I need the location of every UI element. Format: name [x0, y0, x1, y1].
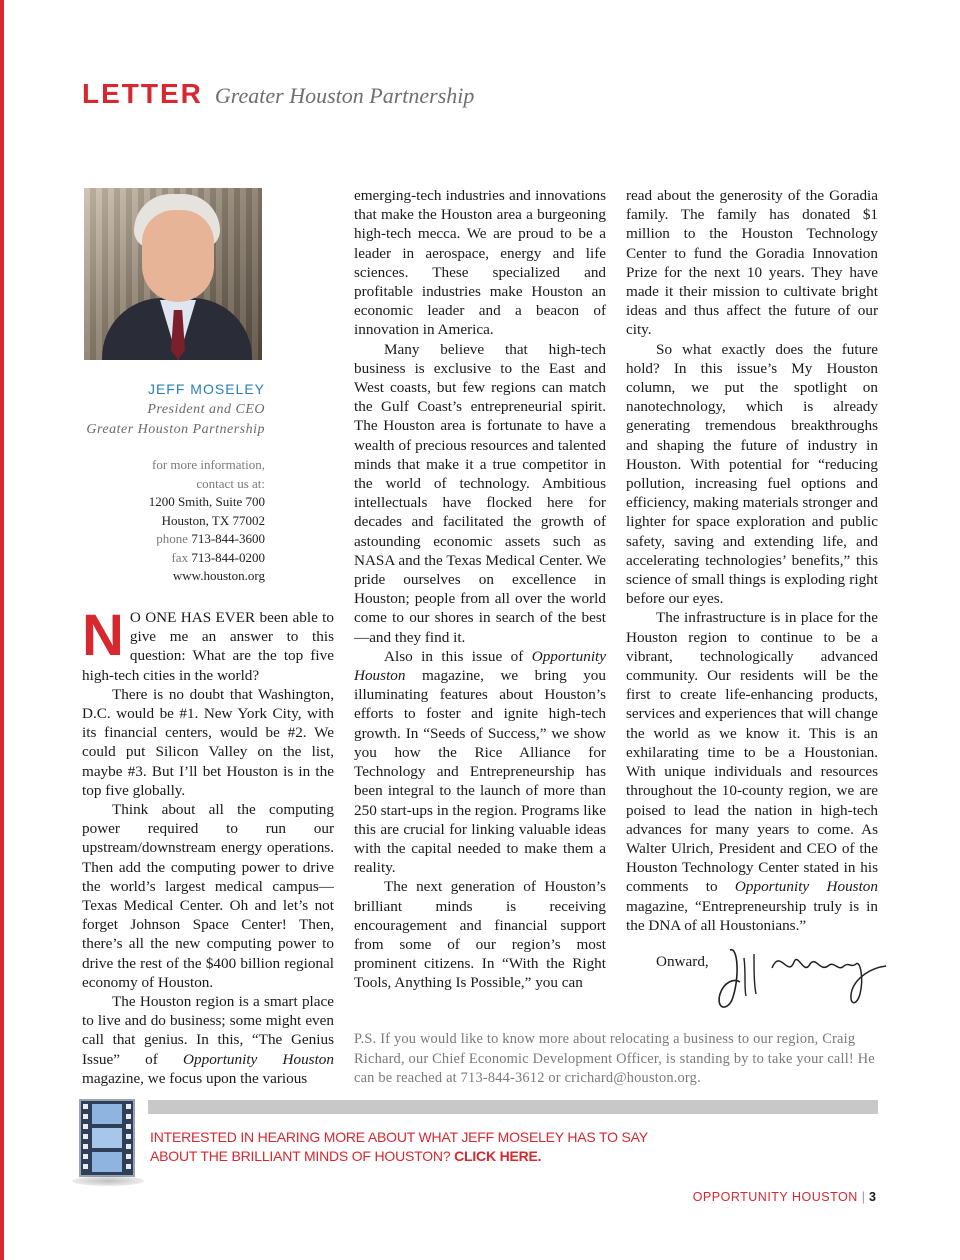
contact-phone [25, 530, 265, 549]
magazine-title: Opportunity Houston [734, 878, 878, 896]
magazine-title: Opportunity Houston [354, 647, 606, 685]
cta-line-2: ABOUT THE BRILLIANT MINDS OF HOUSTON? CLICK HERE. [150, 1148, 542, 1164]
section-kicker: LETTER [82, 78, 203, 109]
contact-fax [25, 549, 265, 568]
letter-closing: Onward, [656, 953, 709, 970]
video-call-to-action[interactable] [150, 1128, 710, 1166]
phone-number[interactable]: 713-844-3600 [191, 531, 265, 546]
letter-paragraph: Think about all the computing power required to run our upstream/downstream energy operations. Then add the computing power to drive the world’s largest medical campus—Texas Medical Center. Oh and let’s not forget Johnson Space Center! Then, there’s all the new computing power to drive the rest of the $400 billion regional economy of Houston. [82, 801, 334, 991]
letter-paragraph: The next generation of Houston’s brilliant minds is receiving encouragement and financial support from some of our region’s most prominent citizens. In “With the Right Tools, Anything Is Possible,” you can [354, 878, 606, 992]
letter-paragraph: Also in this issue of Opportunity Houston magazine, we bring you illuminating features about Houston’s efforts to foster and ignite high-tech growth. In “Seeds of Success,” we show you how the Rice Alliance for Technology and Entrepreneurship has been integral to the launch of more than 250 start-ups in the region. Programs like this are crucial for linking valuable ideas with the capital needed to make them a reality. [354, 647, 606, 877]
footer-separator: | [861, 1190, 866, 1204]
section-subtitle: Greater Houston Partnership [214, 83, 475, 108]
letter-paragraph: The Houston region is a smart place to live and do business; some might even call that genius. In this, “The Genius Issue” of Opportunity Houston magazine, we focus upon the various [82, 993, 334, 1087]
phone-label: phone [156, 531, 189, 546]
portrait-face [142, 210, 214, 302]
letter-column-2 [354, 186, 606, 993]
letter-paragraph: Many believe that high-tech business is exclusive to the East and West coasts, but few regions can match the Gulf Coast’s entrepreneurial spirit. The Houston area is fortunate to have a wealth of precious resources and talented minds that make it a true competitor in the world of technology. Ambitious intellectuals have flocked here for decades and facilitated the growth of astounding economic assets such as NASA and the Texas Medical Center. We pride ourselves on excellence in Houston; people from all over the world come to our shores in search of the best—and they find it. [354, 340, 606, 646]
page-edge-stripe [0, 0, 4, 1260]
author-organization: Greater Houston Partnership [86, 422, 265, 437]
contact-address-2: Houston, TX 77002 [161, 512, 265, 528]
letter-column-3 [626, 186, 878, 935]
fax-label: fax [171, 549, 189, 565]
fax-number: 713-844-0200 [191, 549, 265, 565]
author-role: President and CEO [147, 402, 265, 417]
author-portrait [84, 188, 262, 360]
letter-paragraph: emerging-tech industries and innovations that make the Houston area a burgeoning high-tech mecca. We are proud to be a leader in aerospace, energy and life sciences. These specialized and profitable industries make Houston an economic leader and a beacon of innovation in America. [354, 187, 607, 339]
cta-line-1: INTERESTED IN HEARING MORE ABOUT WHAT JEFF MOSELEY HAS TO SAY [150, 1129, 648, 1145]
letter-paragraph: The infrastructure is in place for the Houston region to continue to be a vibrant, technologically advanced community. Our residents will be the first to create life-enhancing products, services and experiences that will change the world as we know it. This is an exhilarating time to be a Houstonian. With unique individuals and resources throughout the 10-county region, we are poised to lead the nation in high-tech advances for many years to come. As Walter Ulrich, President and CEO of the Houston Technology Center stated in his comments to Opportunity Houston magazine, “Entrepreneurship truly is in the DNA of all Houstonians.” [626, 609, 878, 934]
letter-paragraph: There is no doubt that Washington, D.C. would be #1. New York City, with its financial centers, would be #2. We could put Silicon Valley on the list, maybe #3. But I’ll bet Houston is in the top five globally. [82, 685, 334, 799]
film-icon-shadow [72, 1176, 144, 1186]
signature-image [710, 938, 890, 1018]
letter-paragraph: So what exactly does the future hold? In this issue’s My Houston column, we put the spotlight on nanotechnology, which is already generating tremendous breakthroughs and shaping the future of industry in Houston. With potential for “reducing pollution, increasing fuel options and efficiency, making materials stronger and lighter for space exploration and public safety, saving and extending life, and accelerating technologies’ benefits,” this science of small things is exploding right before our eyes. [626, 340, 878, 608]
letter-column-1 [82, 603, 334, 1088]
letter-paragraph: read about the generosity of the Goradia family. The family has donated $1 million to the Houston Technology Center to fund the Goradia Innovation Prize for the next 10 years. They have made it their mission to cultivate bright ideas and thus affect the future of our city. [626, 187, 878, 339]
postscript: P.S. If you would like to know more about relocating a business to our region, Craig Richard, our Chief Economic Development Officer, is standing by to take your call! He can be reached at 713-844-3612 or crichard@houston.org. [354, 1031, 875, 1086]
contact-website-link[interactable]: www.houston.org [172, 568, 265, 583]
cta-divider-bar [148, 1100, 878, 1114]
contact-intro-2: contact us at: [196, 475, 265, 491]
page-header [82, 78, 474, 110]
contact-intro-1: for more information, [152, 457, 265, 472]
footer-magazine-name: OPPORTUNITY HOUSTON [692, 1190, 858, 1204]
author-credit [25, 378, 265, 440]
page-number: 3 [869, 1190, 876, 1204]
click-here-link[interactable]: CLICK HERE. [454, 1148, 542, 1164]
contact-block [25, 456, 265, 586]
contact-address-1: 1200 Smith, Suite 700 [148, 494, 265, 509]
magazine-title: Opportunity Houston [183, 1050, 334, 1068]
film-strip-icon[interactable] [78, 1098, 136, 1178]
letter-paragraph: N O ONE HAS EVER been able to give me an answer to this question: What are the top five high-tech cities in the world? [82, 603, 334, 684]
page-footer [693, 1190, 876, 1204]
author-name: JEFF MOSELEY [147, 381, 265, 397]
drop-cap: N [82, 603, 124, 668]
